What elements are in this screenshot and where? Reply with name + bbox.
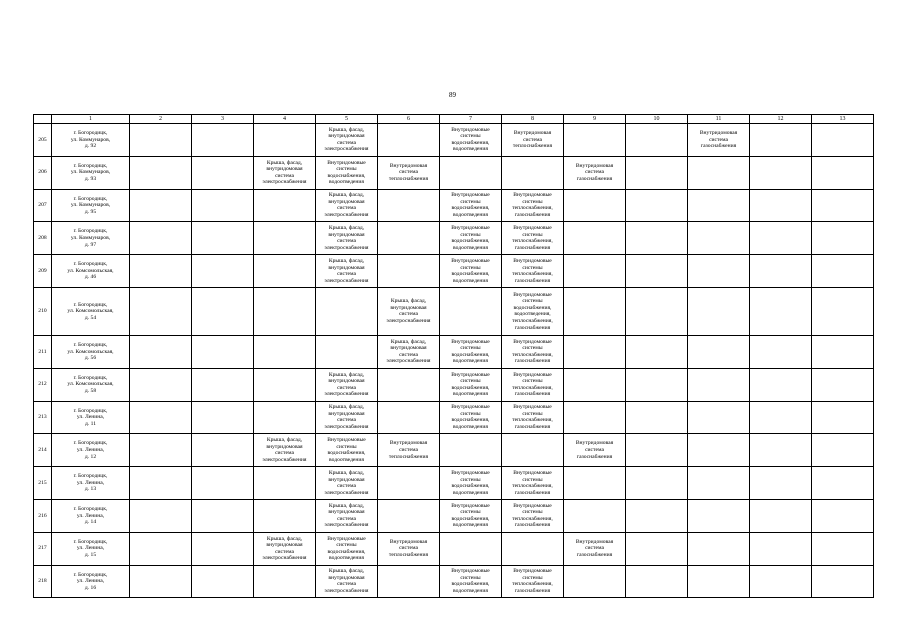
works-cell-c4 <box>254 434 316 467</box>
table-row <box>34 156 874 189</box>
column-header-2: 2 <box>130 115 192 124</box>
works-cell-c3 <box>192 565 254 598</box>
works-cell-c2 <box>130 156 192 189</box>
address-cell <box>52 434 130 467</box>
works-cell-c3 <box>192 124 254 157</box>
works-cell-c10 <box>626 287 688 335</box>
works-cell-c3 <box>192 287 254 335</box>
works-text: Крыша, фасад, внутридомовая система электроснабжения <box>324 469 369 496</box>
works-cell-c5 <box>316 467 378 500</box>
works-cell-c7 <box>440 255 502 288</box>
works-cell-c7 <box>440 532 502 565</box>
works-cell-c11 <box>688 255 750 288</box>
works-cell-c13 <box>812 287 874 335</box>
row-number-cell: 211 <box>34 335 52 368</box>
address-cell <box>52 156 130 189</box>
address-cell <box>52 287 130 335</box>
works-cell-c6 <box>378 401 440 434</box>
works-cell-c7 <box>440 565 502 598</box>
works-text: Внутридомовые системы водоснабжения, водоотведения <box>451 257 490 284</box>
column-header-10: 10 <box>626 115 688 124</box>
works-cell-c3 <box>192 532 254 565</box>
works-cell-c5 <box>316 335 378 368</box>
works-text: Внутридомовая система теплоснабжения <box>388 538 429 558</box>
works-cell-c6 <box>378 565 440 598</box>
table-row <box>34 401 874 434</box>
works-cell-c4 <box>254 401 316 434</box>
works-cell-c7 <box>440 434 502 467</box>
works-cell-c6 <box>378 368 440 401</box>
works-text: Крыша, фасад, внутридомовая система электроснабжения <box>386 298 431 325</box>
row-number-cell: 215 <box>34 467 52 500</box>
repair-schedule-table <box>33 114 874 598</box>
table-row <box>34 499 874 532</box>
works-text: Внутридомовые системы теплоснабжения, газоснабжения <box>512 404 553 431</box>
works-cell-c7 <box>440 499 502 532</box>
works-cell-c6 <box>378 124 440 157</box>
works-cell-c4 <box>254 287 316 335</box>
works-cell-c12 <box>750 124 812 157</box>
works-cell-c9 <box>564 222 626 255</box>
works-cell-c5 <box>316 287 378 335</box>
works-cell-c2 <box>130 401 192 434</box>
works-cell-c13 <box>812 124 874 157</box>
works-text: Внутридомовые системы теплоснабжения, газоснабжения <box>512 502 553 529</box>
works-text: Внутридомовые системы теплоснабжения, газоснабжения <box>512 257 553 284</box>
works-cell-c7 <box>440 401 502 434</box>
works-cell-c6 <box>378 222 440 255</box>
table-row <box>34 434 874 467</box>
works-cell-c10 <box>626 499 688 532</box>
works-text: Внутридомовые системы водоснабжения, водоотведения <box>451 338 490 365</box>
works-cell-c7 <box>440 222 502 255</box>
works-text: Внутридомовые системы водоснабжения, водоотведения <box>451 568 490 594</box>
row-number-cell: 209 <box>34 255 52 288</box>
works-cell-c13 <box>812 434 874 467</box>
works-cell-c7 <box>440 467 502 500</box>
address-cell <box>52 255 130 288</box>
address-text: г. Богородицк, ул. Коммунаров, д. 92 <box>70 130 111 150</box>
works-text: Крыша, фасад, внутридомовая система электроснабжения <box>324 568 369 594</box>
row-number-cell: 210 <box>34 287 52 335</box>
works-cell-c10 <box>626 565 688 598</box>
works-text: Внутридомовые системы теплоснабжения, газоснабжения <box>512 225 553 251</box>
works-cell-c13 <box>812 565 874 598</box>
works-text: Внутридомовые системы водоснабжения, водоотведения <box>451 126 490 153</box>
address-cell <box>52 124 130 157</box>
works-cell-c8 <box>502 156 564 189</box>
works-text: Внутридомовые системы теплоснабжения, газоснабжения <box>512 469 553 496</box>
works-cell-c9 <box>564 401 626 434</box>
address-text: г. Богородицк, ул. Ленина, д. 16 <box>73 571 108 591</box>
works-cell-c11 <box>688 287 750 335</box>
works-cell-c10 <box>626 255 688 288</box>
works-cell-c9 <box>564 499 626 532</box>
row-number-cell: 205 <box>34 124 52 157</box>
works-cell-c12 <box>750 255 812 288</box>
address-cell <box>52 499 130 532</box>
address-text: г. Богородицк, ул. Ленина, д. 15 <box>73 538 108 558</box>
works-text: Крыша, фасад, внутридомовая система электроснабжения <box>324 225 369 251</box>
works-cell-c3 <box>192 189 254 222</box>
works-cell-c9 <box>564 156 626 189</box>
works-cell-c11 <box>688 401 750 434</box>
works-cell-c8 <box>502 565 564 598</box>
works-cell-c12 <box>750 222 812 255</box>
works-text: Внутридомовые системы водоснабжения, водоотведения <box>451 404 490 431</box>
works-cell-c9 <box>564 467 626 500</box>
works-text: Крыша, фасад, внутридомовая система электроснабжения <box>262 535 307 562</box>
works-cell-c12 <box>750 434 812 467</box>
works-cell-c2 <box>130 255 192 288</box>
address-cell <box>52 401 130 434</box>
works-text: Внутридомовые системы водоснабжения, водоотведения <box>451 502 490 529</box>
works-cell-c11 <box>688 222 750 255</box>
works-cell-c13 <box>812 532 874 565</box>
works-cell-c13 <box>812 368 874 401</box>
works-text: Внутридомовая система газоснабжения <box>575 538 614 558</box>
row-number-cell: 213 <box>34 401 52 434</box>
column-header-13: 13 <box>812 115 874 124</box>
works-cell-c3 <box>192 335 254 368</box>
works-cell-c11 <box>688 499 750 532</box>
works-cell-c5 <box>316 434 378 467</box>
works-cell-c8 <box>502 434 564 467</box>
table-row <box>34 532 874 565</box>
works-cell-c13 <box>812 401 874 434</box>
works-cell-c6 <box>378 499 440 532</box>
works-cell-c5 <box>316 189 378 222</box>
works-cell-c2 <box>130 467 192 500</box>
works-cell-c3 <box>192 368 254 401</box>
works-text: Внутридомовые системы теплоснабжения, газоснабжения <box>512 192 553 219</box>
works-cell-c4 <box>254 565 316 598</box>
works-cell-c8 <box>502 222 564 255</box>
works-text: Внутридомовые системы водоснабжения, водоотведения <box>327 159 366 186</box>
works-cell-c4 <box>254 124 316 157</box>
address-text: г. Богородицк, ул. Комсомольская, д. 46 <box>67 261 114 281</box>
works-text: Внутридомовые системы водоснабжения, водоотведения <box>451 469 490 496</box>
works-cell-c5 <box>316 255 378 288</box>
address-text: г. Богородицк, ул. Комсомольская, д. 56 <box>67 342 114 362</box>
works-cell-c8 <box>502 467 564 500</box>
works-text: Внутридомовые системы водоснабжения, водоотведения, теплоснабжения, газоснабжения <box>512 291 553 331</box>
works-cell-c2 <box>130 335 192 368</box>
works-cell-c3 <box>192 434 254 467</box>
table-row <box>34 255 874 288</box>
works-cell-c13 <box>812 189 874 222</box>
works-text: Внутридомовые системы теплоснабжения, газоснабжения <box>512 568 553 594</box>
address-text: г. Богородицк, ул. Ленина, д. 11 <box>73 407 108 427</box>
works-cell-c8 <box>502 532 564 565</box>
works-cell-c13 <box>812 222 874 255</box>
works-text: Внутридомовая система теплоснабжения <box>512 130 553 150</box>
works-cell-c8 <box>502 335 564 368</box>
works-cell-c6 <box>378 532 440 565</box>
works-cell-c8 <box>502 287 564 335</box>
works-cell-c7 <box>440 368 502 401</box>
works-cell-c6 <box>378 255 440 288</box>
works-cell-c5 <box>316 499 378 532</box>
works-cell-c4 <box>254 335 316 368</box>
works-cell-c12 <box>750 368 812 401</box>
column-header-1: 1 <box>52 115 130 124</box>
works-cell-c4 <box>254 222 316 255</box>
works-text: Крыша, фасад, внутридомовая система электроснабжения <box>324 502 369 529</box>
address-text: г. Богородицк, ул. Коммунаров, д. 95 <box>70 195 111 215</box>
works-cell-c12 <box>750 335 812 368</box>
works-cell-c5 <box>316 156 378 189</box>
works-cell-c4 <box>254 532 316 565</box>
table-row <box>34 222 874 255</box>
works-cell-c9 <box>564 335 626 368</box>
table-row <box>34 124 874 157</box>
row-number-cell: 218 <box>34 565 52 598</box>
works-cell-c2 <box>130 532 192 565</box>
address-text: г. Богородицк, ул. Ленина, д. 14 <box>73 506 108 526</box>
works-cell-c2 <box>130 287 192 335</box>
works-text: Внутридомовые системы водоснабжения, водоотведения <box>327 437 366 463</box>
row-number-cell: 214 <box>34 434 52 467</box>
works-cell-c4 <box>254 368 316 401</box>
works-cell-c10 <box>626 124 688 157</box>
works-text: Крыша, фасад, внутридомовая система электроснабжения <box>324 126 369 153</box>
works-cell-c3 <box>192 467 254 500</box>
address-text: г. Богородицк, ул. Ленина, д. 12 <box>73 440 108 460</box>
works-cell-c2 <box>130 368 192 401</box>
address-text: г. Богородицк, ул. Коммунаров, д. 93 <box>70 162 111 182</box>
works-cell-c7 <box>440 287 502 335</box>
works-cell-c10 <box>626 156 688 189</box>
works-cell-c6 <box>378 156 440 189</box>
works-cell-c12 <box>750 532 812 565</box>
works-text: Внутридомовые системы водоснабжения, водоотведения <box>451 192 490 219</box>
works-cell-c8 <box>502 124 564 157</box>
row-number-cell: 216 <box>34 499 52 532</box>
works-cell-c9 <box>564 255 626 288</box>
works-cell-c13 <box>812 255 874 288</box>
works-cell-c10 <box>626 368 688 401</box>
column-header-8: 8 <box>502 115 564 124</box>
works-cell-c13 <box>812 335 874 368</box>
works-cell-c5 <box>316 565 378 598</box>
address-cell <box>52 335 130 368</box>
works-cell-c3 <box>192 156 254 189</box>
works-cell-c10 <box>626 532 688 565</box>
works-text: Внутридомовые системы водоснабжения, водоотведения <box>451 225 490 251</box>
column-header-12: 12 <box>750 115 812 124</box>
works-cell-c12 <box>750 565 812 598</box>
works-cell-c13 <box>812 467 874 500</box>
column-header-3: 3 <box>192 115 254 124</box>
row-number-cell: 206 <box>34 156 52 189</box>
works-text: Внутридомовые системы водоснабжения, водоотведения <box>451 371 490 398</box>
address-cell <box>52 368 130 401</box>
address-cell <box>52 222 130 255</box>
works-cell-c11 <box>688 189 750 222</box>
column-header-11: 11 <box>688 115 750 124</box>
works-cell-c3 <box>192 499 254 532</box>
works-cell-c12 <box>750 499 812 532</box>
address-cell <box>52 565 130 598</box>
works-text: Крыша, фасад, внутридомовая система электроснабжения <box>262 437 307 463</box>
works-cell-c6 <box>378 335 440 368</box>
works-cell-c12 <box>750 156 812 189</box>
works-cell-c11 <box>688 434 750 467</box>
works-cell-c9 <box>564 124 626 157</box>
address-text: г. Богородицк, ул. Коммунаров, д. 97 <box>70 228 111 248</box>
works-text: Внутридомовая система газоснабжения <box>699 130 738 150</box>
works-text: Внутридомовые системы водоснабжения, водоотведения <box>327 535 366 562</box>
works-cell-c9 <box>564 287 626 335</box>
works-cell-c9 <box>564 532 626 565</box>
works-cell-c5 <box>316 222 378 255</box>
works-cell-c10 <box>626 189 688 222</box>
works-cell-c12 <box>750 467 812 500</box>
works-cell-c2 <box>130 189 192 222</box>
works-cell-c11 <box>688 124 750 157</box>
works-cell-c12 <box>750 287 812 335</box>
row-number-cell: 208 <box>34 222 52 255</box>
row-number-cell: 212 <box>34 368 52 401</box>
works-cell-c4 <box>254 156 316 189</box>
works-text: Крыша, фасад, внутридомовая система электроснабжения <box>324 192 369 219</box>
works-cell-c13 <box>812 156 874 189</box>
works-cell-c2 <box>130 222 192 255</box>
works-cell-c9 <box>564 189 626 222</box>
works-text: Крыша, фасад, внутридомовая система электроснабжения <box>324 371 369 398</box>
works-text: Крыша, фасад, внутридомовая система электроснабжения <box>324 404 369 431</box>
table-row <box>34 368 874 401</box>
works-cell-c8 <box>502 189 564 222</box>
works-cell-c11 <box>688 156 750 189</box>
works-cell-c6 <box>378 287 440 335</box>
column-header-5: 5 <box>316 115 378 124</box>
table-row <box>34 335 874 368</box>
works-cell-c8 <box>502 401 564 434</box>
works-cell-c4 <box>254 255 316 288</box>
works-cell-c6 <box>378 189 440 222</box>
works-cell-c5 <box>316 124 378 157</box>
works-cell-c10 <box>626 434 688 467</box>
table-row <box>34 189 874 222</box>
works-cell-c12 <box>750 401 812 434</box>
works-cell-c12 <box>750 189 812 222</box>
works-cell-c7 <box>440 156 502 189</box>
works-text: Внутридомовая система теплоснабжения <box>388 440 429 460</box>
address-text: г. Богородицк, ул. Комсомольская, д. 58 <box>67 374 114 394</box>
works-cell-c3 <box>192 222 254 255</box>
works-cell-c8 <box>502 368 564 401</box>
address-cell <box>52 467 130 500</box>
page-number: 89 <box>449 91 456 99</box>
works-cell-c11 <box>688 565 750 598</box>
works-text: Крыша, фасад, внутридомовая система электроснабжения <box>262 159 307 186</box>
works-cell-c5 <box>316 368 378 401</box>
works-text: Крыша, фасад, внутридомовая система электроснабжения <box>324 257 369 284</box>
works-cell-c9 <box>564 434 626 467</box>
works-cell-c3 <box>192 401 254 434</box>
corner-cell <box>34 115 52 124</box>
works-text: Внутридомовая система газоснабжения <box>575 440 614 460</box>
table-row <box>34 565 874 598</box>
works-cell-c9 <box>564 368 626 401</box>
address-cell <box>52 189 130 222</box>
works-cell-c5 <box>316 532 378 565</box>
column-header-4: 4 <box>254 115 316 124</box>
works-cell-c9 <box>564 565 626 598</box>
works-cell-c2 <box>130 434 192 467</box>
works-cell-c8 <box>502 499 564 532</box>
works-cell-c13 <box>812 499 874 532</box>
address-text: г. Богородицк, ул. Комсомольская, д. 54 <box>67 301 114 321</box>
works-cell-c3 <box>192 255 254 288</box>
works-cell-c7 <box>440 124 502 157</box>
works-cell-c8 <box>502 255 564 288</box>
works-cell-c4 <box>254 467 316 500</box>
works-cell-c7 <box>440 189 502 222</box>
works-cell-c5 <box>316 401 378 434</box>
table-row <box>34 287 874 335</box>
works-cell-c6 <box>378 467 440 500</box>
works-cell-c10 <box>626 222 688 255</box>
works-text: Внутридомовые системы теплоснабжения, газоснабжения <box>512 338 553 365</box>
table-row <box>34 467 874 500</box>
works-cell-c6 <box>378 434 440 467</box>
address-cell <box>52 532 130 565</box>
works-cell-c11 <box>688 368 750 401</box>
works-cell-c11 <box>688 532 750 565</box>
works-cell-c7 <box>440 335 502 368</box>
column-header-9: 9 <box>564 115 626 124</box>
works-cell-c4 <box>254 499 316 532</box>
address-text: г. Богородицк, ул. Ленина, д. 13 <box>73 473 108 493</box>
column-header-7: 7 <box>440 115 502 124</box>
works-cell-c4 <box>254 189 316 222</box>
works-cell-c10 <box>626 335 688 368</box>
works-cell-c11 <box>688 467 750 500</box>
works-cell-c11 <box>688 335 750 368</box>
column-header-6: 6 <box>378 115 440 124</box>
works-cell-c2 <box>130 499 192 532</box>
works-cell-c2 <box>130 124 192 157</box>
works-cell-c10 <box>626 467 688 500</box>
works-cell-c2 <box>130 565 192 598</box>
works-cell-c10 <box>626 401 688 434</box>
works-text: Внутридомовые системы теплоснабжения, газоснабжения <box>512 371 553 398</box>
row-number-cell: 217 <box>34 532 52 565</box>
works-text: Внутридомовая система теплоснабжения <box>388 162 429 182</box>
column-number-row <box>34 115 874 124</box>
row-number-cell: 207 <box>34 189 52 222</box>
works-text: Крыша, фасад, внутридомовая система электроснабжения <box>386 338 431 365</box>
works-text: Внутридомовая система газоснабжения <box>575 162 614 182</box>
